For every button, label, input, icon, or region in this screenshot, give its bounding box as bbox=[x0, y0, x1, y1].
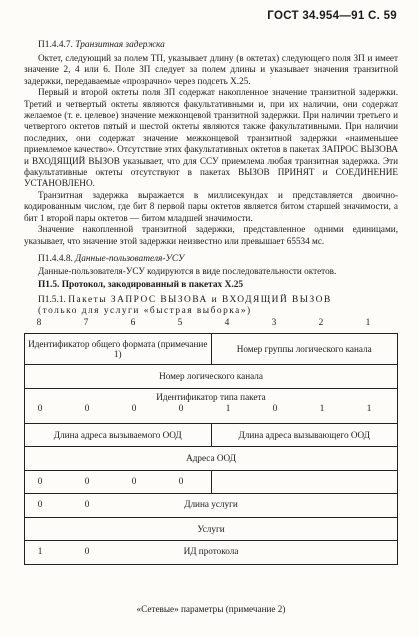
paragraph: Первый и второй октеты поля ЗП содержат накопленное значение транзитной задержки. Третий и четвертый октеты являются факультативными и, при их наличии, они содержат желаемое (т. е. целевое) значение межконцевой транзитной задержки. При наличии третьего и четвертого октетов пятый и шестой октеты являются также факультативными. При наличии последних, они содержат значение межконцевой транзитной задержки «наименьшее приемлемое качество». Отсутствие этих факультативных октетов в пакетах ЗАПРОС ВЫЗОВА и ВХОДЯЩИЙ ВЫЗОВ указывает, что для ССУ приемлема любая транзитная задержка. Эти факультативные октеты отсутствуют в пакетах ВЫЗОВ ПРИНЯТ и СОЕДИНЕНИЕ УСТАНОВЛЕНО. bbox=[24, 87, 399, 189]
bit-value: 0 bbox=[272, 402, 278, 413]
bit-number: 7 bbox=[83, 318, 89, 328]
bit-number: 6 bbox=[130, 318, 136, 328]
lcn-cell: Номер логического канала bbox=[25, 365, 398, 389]
facility-length-label: Длина услуги bbox=[184, 499, 238, 510]
section-subtitle: (только для услуги «быстрая выборка») bbox=[38, 306, 252, 316]
paragraph: Октет, следующий за полем ТП, указывает длину (в октетах) следующего поля ЗП и имеет значение 2, 4 или 6. Поле ЗП следует за полем длины и указывает значения транзитной задержки, передаваемые «прозрачно» через подсеть Х.25. bbox=[24, 53, 398, 86]
section-heading-user-data bbox=[38, 254, 184, 264]
padding-bits-cell bbox=[25, 470, 212, 494]
bit-value: 0 bbox=[37, 402, 43, 413]
facilities-cell: Услуги bbox=[25, 517, 398, 541]
pti-bits bbox=[25, 402, 397, 418]
lcgn-cell: Номер группы логического канала bbox=[211, 334, 398, 365]
section-number: П1.4.4.7. bbox=[38, 40, 73, 50]
bit-value: 0 bbox=[84, 546, 90, 557]
called-address-length-cell: Длина адреса вызываемого ООД bbox=[25, 423, 212, 447]
table-row bbox=[25, 365, 398, 389]
table-row bbox=[25, 517, 398, 541]
bit-value: 0 bbox=[131, 475, 137, 486]
bit-value: 0 bbox=[84, 402, 90, 413]
bit-number: 2 bbox=[318, 318, 324, 328]
gfi-cell: Идентификатор общего формата (примечание 1) bbox=[25, 334, 212, 365]
bit-value: 0 bbox=[178, 402, 184, 413]
section-number: П1.4.4.8. bbox=[38, 254, 73, 264]
bit-value: 1 bbox=[225, 402, 231, 413]
section-body-user-data bbox=[24, 266, 398, 277]
table-row bbox=[25, 541, 398, 565]
bit-number: 1 bbox=[365, 318, 371, 328]
bit-value: 0 bbox=[84, 475, 90, 486]
bit-value: 1 bbox=[37, 546, 43, 557]
protocol-id-label: ИД протокола bbox=[183, 546, 239, 557]
bit-value: 0 bbox=[178, 475, 184, 486]
bit-number-row bbox=[24, 318, 398, 330]
bit-number: 4 bbox=[224, 318, 230, 328]
bit-value: 0 bbox=[131, 402, 137, 413]
table-row bbox=[25, 334, 398, 365]
table-row bbox=[25, 494, 398, 518]
network-parameters-note: «Сетевые» параметры (примечание 2) bbox=[136, 604, 286, 614]
bit-number: 5 bbox=[177, 318, 183, 328]
section-body-transit-delay bbox=[24, 53, 398, 247]
protocol-id-cell bbox=[25, 541, 398, 565]
pti-label: Идентификатор типа пакета bbox=[156, 391, 266, 402]
facility-length-cell bbox=[25, 494, 398, 518]
pti-cell bbox=[25, 388, 398, 423]
protocol-id-row bbox=[25, 541, 397, 563]
paragraph: Данные-пользователя-УСУ кодируются в виде последовательности октетов. bbox=[38, 266, 337, 276]
page-header: ГОСТ 34.954—91 С. 59 bbox=[267, 10, 397, 22]
bit-number: 3 bbox=[271, 318, 277, 328]
section-heading-transit-delay bbox=[38, 40, 165, 50]
calling-address-length-cell: Длина адреса вызывающего ООД bbox=[211, 423, 398, 447]
section-heading-call-packets bbox=[38, 295, 332, 305]
bit-value: 0 bbox=[84, 499, 90, 510]
facility-length-row bbox=[25, 494, 397, 516]
paragraph: Значение накопленной транзитной задержки, представленное одними единицами, указывает, что значение этой задержки неизвестно или превышает 65534 мс. bbox=[24, 224, 398, 246]
bit-value: 0 bbox=[37, 499, 43, 510]
section-title: Транзитная задержка bbox=[75, 40, 165, 50]
dte-address-cell: Адреса ООД bbox=[25, 447, 398, 471]
table-row bbox=[25, 470, 398, 494]
table-row bbox=[25, 388, 398, 423]
section-number: П1.5. bbox=[38, 280, 60, 290]
section-title: Пакеты ЗАПРОС ВЫЗОВА и ВХОДЯЩИЙ ВЫЗОВ bbox=[68, 295, 332, 305]
bit-value: 1 bbox=[366, 402, 372, 413]
section-title: Данные-пользователя-УСУ bbox=[75, 254, 185, 264]
bit-value: 0 bbox=[37, 475, 43, 486]
paragraph: Транзитная задержка выражается в миллисекундах и представляется двоично-кодированным числом, где бит 8 первой пары октетов является битом старшей значимости, а бит 1 второй пары октетов — битом младшей значимости. bbox=[24, 189, 398, 223]
bit-number: 8 bbox=[36, 318, 42, 328]
bit-value: 1 bbox=[319, 402, 325, 413]
section-title: Протокол, закодированный в пакетах Х.25 bbox=[61, 280, 244, 290]
packet-format-table bbox=[24, 333, 398, 565]
table-row bbox=[25, 447, 398, 471]
empty-cell bbox=[211, 470, 398, 494]
section-heading-x25 bbox=[38, 280, 243, 290]
padding-bits bbox=[25, 471, 211, 493]
table-row bbox=[25, 423, 398, 447]
section-number: П1.5.1. bbox=[38, 295, 66, 305]
